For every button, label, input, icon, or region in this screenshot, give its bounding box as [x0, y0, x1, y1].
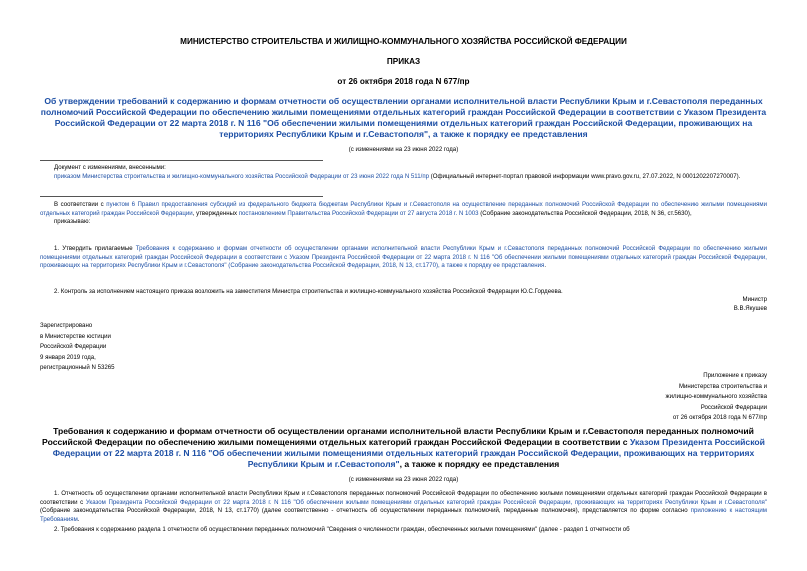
appendix-line-1: Приложение к приказу — [703, 372, 767, 379]
signature-position: Министр — [742, 296, 767, 303]
appendix-line-3: жилищно-коммунального хозяйства — [665, 393, 767, 401]
req1-text-3: . — [77, 515, 80, 523]
appendix-block — [500, 371, 767, 424]
requirements-title — [40, 426, 767, 470]
requirements-title-end: , а также к порядку ее представления — [399, 459, 560, 469]
presidential-decree-link[interactable]: Указом Президента Российской Федерации от 22 марта 2018 г. N 116 "Об обеспечении жилыми помещениями отдельных категорий граждан Российской Федерации, проживающих на территориях Республики Крым и г.Севастополя" — [52, 437, 765, 469]
preamble-text-3: (Собрание законодательства Российской Федерации, 2018, N 36, ст.5630), — [478, 209, 692, 217]
appendix-line-4: Российской Федерации — [700, 403, 767, 411]
document-type: ПРИКАЗ — [386, 57, 421, 66]
requirements-title-text: Требования к содержанию и формам отчетности об осуществлении органами исполнительной власти Республики Крым и г.Севастополя переданных полномочий Российской Федерации по обеспечению жилыми помещениями отдельных категорий граждан Российской Федерации в соответствии с — [42, 426, 754, 447]
registration-block — [40, 321, 290, 374]
preamble-text-1: В соответствии с — [54, 201, 107, 208]
preamble — [40, 201, 767, 227]
registration-line-2: в Министерстве юстиции — [40, 332, 111, 340]
appendix-link[interactable]: приложению к настоящим Требованиям — [40, 507, 767, 523]
revision-note-2: (с изменениями на 23 июня 2022 года) — [348, 476, 459, 483]
preamble-text-2: , утвержденных — [192, 209, 239, 217]
registration-line-5: регистрационный N 53265 — [40, 364, 115, 372]
appendix-line-2: Министерства строительства и — [678, 382, 767, 390]
requirement-1 — [40, 490, 767, 524]
document-date-number: от 26 октября 2018 года N 677/пр — [337, 77, 470, 86]
amendment-order-link[interactable]: приказом Министерства строительства и жилищно-коммунального хозяйства Российской Федерации от 23 июня 2022 года N 511/пр — [54, 172, 430, 180]
revision-note: (с изменениями на 23 июня 2022 года) — [348, 146, 459, 153]
title-prefix: Об утверждении — [44, 96, 118, 106]
item1-text: 1. Утвердить прилагаемые — [54, 245, 136, 252]
registration-line-1: Зарегистрировано — [40, 322, 93, 329]
divider — [40, 160, 323, 161]
req1-text-1: 1. Отчетность об осуществлении органами исполнительной власти Республики Крым и г.Севастополя переданных полномочий Российской Федерации по обеспечению жилыми помещениями отдельных категорий граждан Российской Федерации в соответствии с — [40, 490, 767, 506]
title-requirements-link[interactable]: требований к содержанию и формам отчетности об осуществлении органами исполнительной власти Республики Крым и г.Севастополя переданных полномочий Российской Федерации по обеспечению жилыми помещениями отдельных категорий граждан Российской Федерации в соответствии с Указом Президента Российской Федерации от 22 марта 2018 г. N 116 "Об обеспечении жилыми помещениями отдельных категорий граждан Российской Федерации, проживающих на территориях Республики Крым и г.Севастополя", а также к порядку ее представления — [40, 96, 767, 139]
registration-line-4: 9 января 2019 года, — [40, 353, 96, 361]
signature-name: В.В.Якушев — [733, 304, 767, 312]
amendments-intro: Документ с изменениями, внесенными: — [54, 164, 166, 171]
order-word: приказываю: — [54, 218, 91, 226]
decree-link[interactable]: Указом Президента Российской Федерации от 22 марта 2018 г. N 116 "Об обеспечении жилыми помещениями отдельных категорий граждан Российской Федерации, проживающих на территориях Республики Крым и г.Севастополя" — [85, 498, 767, 506]
order-item-2: 2. Контроль за исполнением настоящего приказа возложить на заместителя Министра строительства и жилищно-коммунального хозяйства Российской Федерации Ю.С.Гордеева. — [54, 288, 563, 295]
rules-link[interactable]: пунктом 6 Правил предоставления субсидий из федерального бюджета бюджетам Республики Крым и г.Севастополя на осуществление переданных полномочий Российской Федерации по обеспечению жилыми помещениями отдельных категорий граждан Российской Федерации — [40, 201, 768, 217]
item1-end: . — [544, 262, 547, 270]
document-title — [40, 96, 767, 140]
amendments-source: (Официальный интернет-портал правовой информации www.pravo.gov.ru, 27.07.2022, N 0001202207270007). — [429, 172, 741, 180]
order-item-1 — [40, 245, 767, 271]
requirements-link[interactable]: Требования к содержанию и формам отчетности об осуществлении органами исполнительной власти Республики Крым и г.Севастополя переданных полномочий Российской Федерации по обеспечению жилыми помещениями отдельных категорий граждан Российской Федерации в соответствии с Указом Президента Российской Федерации от 22 марта 2018 г. N 116 "Об обеспечении жилыми помещениями отдельных категорий граждан Российской Федерации, проживающих на территориях Республики Крым и г.Севастополя" (Собрание законодательства Российской Федерации, 2018, N 13, ст.1770), а также к порядку ее представления — [40, 245, 768, 270]
appendix-line-5: от 26 октября 2018 года N 677/пр — [672, 414, 767, 422]
signature-block — [500, 296, 767, 313]
government-resolution-link[interactable]: постановлением Правительства Российской Федерации от 27 августа 2018 г. N 1003 — [238, 209, 479, 217]
registration-line-3: Российской Федерации — [40, 343, 107, 351]
ministry-name: МИНИСТЕРСТВО СТРОИТЕЛЬСТВА И ЖИЛИЩНО-КОММУНАЛЬНОГО ХОЗЯЙСТВА РОССИЙСКОЙ ФЕДЕРАЦИИ — [180, 37, 627, 46]
divider — [40, 196, 323, 197]
amendments-block — [40, 164, 767, 181]
req1-text-2: (Собрание законодательства Российской Федерации, 2018, N 13, ст.1770) (далее соответственно - отчетность об осуществлении переданных полномочий, переданные полномочия), представляется по форме согласно — [40, 507, 691, 515]
requirement-2: 2. Требования к содержанию раздела 1 отчетности об осуществлении переданных полномочий "Сведения о численности граждан, обеспеченных жилыми помещениями" (далее - раздел 1 отчетности об — [54, 526, 630, 533]
